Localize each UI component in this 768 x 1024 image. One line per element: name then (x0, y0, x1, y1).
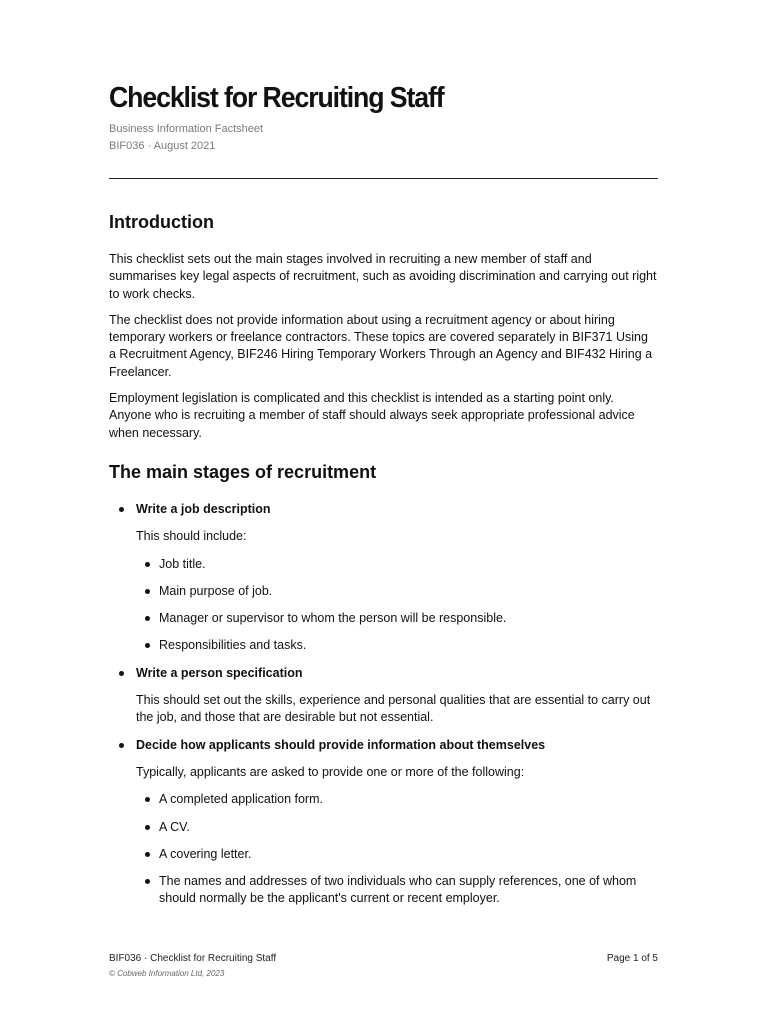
sublist-item (136, 583, 658, 600)
stage-text: Typically, applicants are asked to provide one or more of the following: (136, 764, 525, 779)
stage-sublist (136, 556, 658, 655)
stage-item (109, 737, 658, 908)
document-reference: BIF036 · August 2021 (109, 140, 216, 152)
sublist-item-text: A covering letter. (159, 846, 252, 861)
sublist-item-text: Responsibilities and tasks. (159, 638, 307, 653)
sublist-item (136, 637, 658, 654)
sublist-item-text: Job title. (159, 556, 206, 571)
intro-heading: Introduction (109, 212, 214, 232)
bullet-icon (145, 643, 150, 648)
sublist-item-text: A CV. (159, 819, 190, 834)
bullet-icon (119, 507, 124, 512)
bullet-icon (119, 671, 124, 676)
intro-paragraph: Employment legislation is complicated and this checklist is intended as a starting point only. Anyone who is recruiting a member of staff should always seek appropriate professional advice when necessary. (109, 391, 635, 440)
footer-document-name: BIF036 · Checklist for Recruiting Staff (109, 953, 277, 964)
intro-section (109, 210, 658, 442)
header-divider (109, 178, 658, 179)
stage-item (109, 501, 658, 655)
stage-text: This should include: (136, 529, 247, 544)
sublist-item (136, 873, 658, 908)
document-body (109, 210, 658, 918)
document-title: Checklist for Recruiting Staff (109, 82, 444, 114)
bullet-icon (145, 797, 150, 802)
sublist-item (136, 791, 658, 808)
document-subtitle: Business Information Factsheet (109, 123, 264, 135)
sublist-item-text: Manager or supervisor to whom the person will be responsible. (159, 611, 507, 626)
stages-list (109, 501, 658, 908)
copyright-notice: © Cobweb Information Ltd, 2023 (109, 969, 225, 978)
stage-item (109, 665, 658, 727)
sublist-item-text: A completed application form. (159, 792, 323, 807)
page-number: Page 1 of 5 (606, 953, 658, 964)
bullet-icon (145, 879, 150, 884)
bullet-icon (145, 589, 150, 594)
stage-title: Write a job description (136, 501, 271, 516)
stage-title: Write a person specification (136, 665, 303, 680)
intro-paragraph: The checklist does not provide information about using a recruitment agency or about hiring temporary workers or freelance contractors. These topics are covered separately in BIF371 Using a Recruitment Agency, BIF246 Hiring Temporary Workers Through an Agency and BIF432 Hiring a Freelancer. (109, 312, 653, 379)
sublist-item-text: The names and addresses of two individuals who can supply references, one of whom should normally be the applicant's current or recent employer. (159, 874, 637, 906)
bullet-icon (145, 616, 150, 621)
sublist-item (136, 610, 658, 627)
bullet-icon (145, 825, 150, 830)
stage-sublist (136, 791, 658, 907)
sublist-item-text: Main purpose of job. (159, 583, 273, 598)
bullet-icon (119, 743, 124, 748)
sublist-item (136, 846, 658, 863)
stage-title: Decide how applicants should provide information about themselves (136, 737, 546, 752)
sublist-item (136, 819, 658, 836)
stages-heading: The main stages of recruitment (109, 461, 377, 482)
bullet-icon (145, 852, 150, 857)
sublist-item (136, 556, 658, 573)
stage-text: This should set out the skills, experience and personal qualities that are essential to carry out the job, and those that are desirable but not essential. (136, 693, 651, 725)
stages-section (109, 460, 658, 908)
intro-paragraph: This checklist sets out the main stages involved in recruiting a new member of staff and summarises key legal aspects of recruitment, such as avoiding discrimination and carrying out right to work checks. (109, 252, 657, 301)
bullet-icon (145, 562, 150, 567)
